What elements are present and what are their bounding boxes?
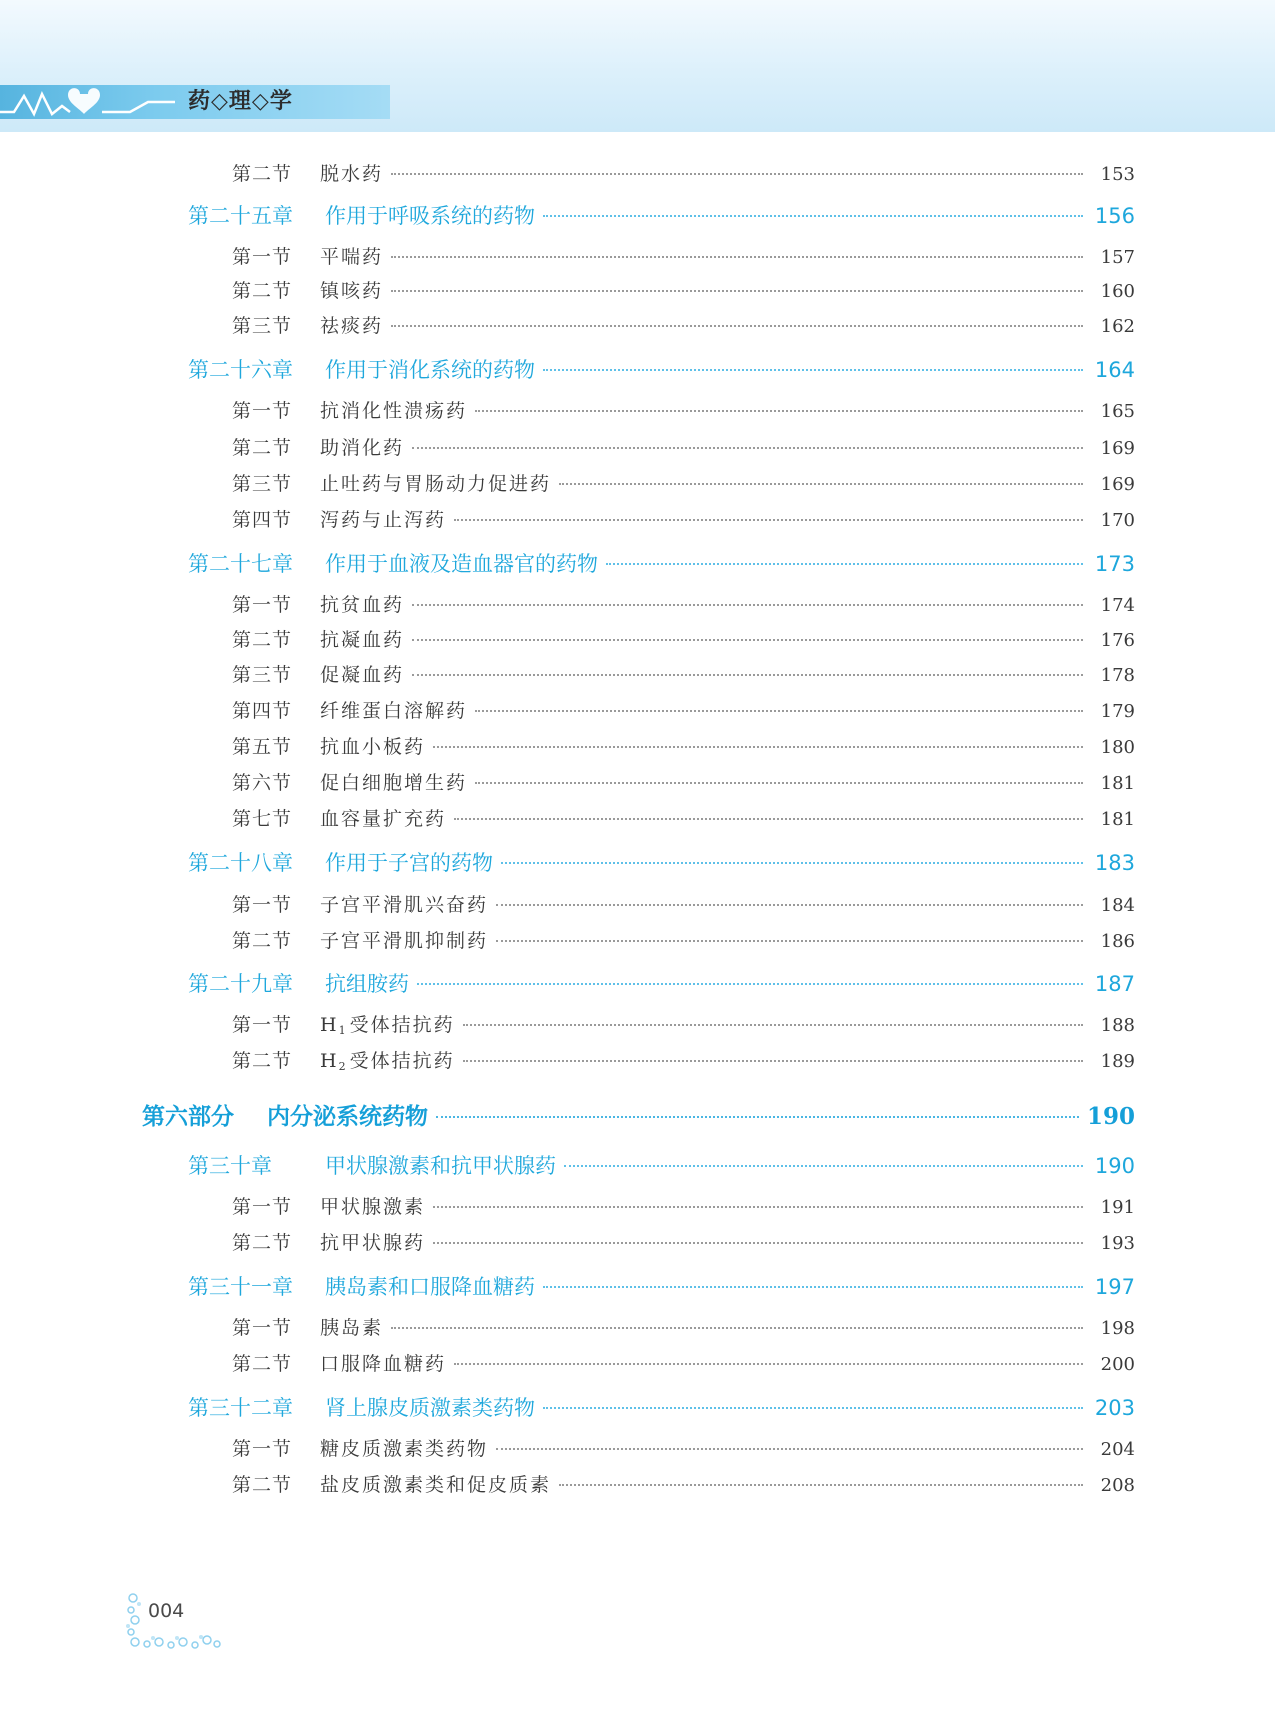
toc-title: 镇咳药 bbox=[320, 280, 384, 302]
toc-number: 第二节 bbox=[232, 930, 293, 952]
toc-page-number: 153 bbox=[1100, 164, 1135, 185]
dot-leader bbox=[433, 1206, 1083, 1208]
dot-leader bbox=[433, 746, 1083, 748]
toc-title: 祛痰药 bbox=[320, 315, 384, 337]
toc-number: 第二节 bbox=[232, 1474, 293, 1496]
dot-leader bbox=[606, 563, 1083, 565]
toc-title: 血容量扩充药 bbox=[320, 808, 447, 830]
toc-section[interactable] bbox=[232, 505, 1135, 532]
dot-leader bbox=[391, 290, 1083, 292]
toc-page-number: 180 bbox=[1100, 737, 1135, 758]
toc-title: 甲状腺激素和抗甲状腺药 bbox=[325, 1154, 556, 1178]
toc-chapter[interactable] bbox=[188, 1392, 1135, 1422]
toc-number: 第四节 bbox=[232, 700, 293, 722]
toc-title: 泻药与止泻药 bbox=[320, 509, 447, 531]
dot-leader bbox=[412, 639, 1083, 641]
toc-title: 作用于呼吸系统的药物 bbox=[325, 204, 535, 228]
dot-leader bbox=[454, 818, 1083, 820]
toc-page-number: 170 bbox=[1100, 510, 1135, 531]
toc-page-number: 178 bbox=[1100, 665, 1135, 686]
dot-leader bbox=[391, 173, 1083, 175]
toc-title: 糖皮质激素类药物 bbox=[320, 1438, 489, 1460]
toc-section[interactable] bbox=[232, 1010, 1135, 1037]
toc-page-number: 156 bbox=[1094, 204, 1135, 228]
toc-title: 作用于血液及造血器官的药物 bbox=[325, 552, 598, 576]
toc-title: 促白细胞增生药 bbox=[320, 772, 468, 794]
dot-leader bbox=[496, 940, 1083, 942]
toc-number: 第三十二章 bbox=[188, 1396, 293, 1420]
toc-page-number: 181 bbox=[1100, 809, 1135, 830]
dot-leader bbox=[475, 710, 1083, 712]
toc-title: 肾上腺皮质激素类药物 bbox=[325, 1396, 535, 1420]
receptor-symbol: H bbox=[320, 1050, 339, 1072]
toc-section[interactable] bbox=[232, 242, 1135, 269]
receptor-subscript: 1 bbox=[338, 1024, 348, 1037]
toc-number: 第二十八章 bbox=[188, 851, 293, 875]
toc-section[interactable] bbox=[232, 1228, 1135, 1255]
toc-title: 促凝血药 bbox=[320, 664, 405, 686]
dot-leader bbox=[559, 483, 1083, 485]
dot-leader bbox=[454, 519, 1083, 521]
toc-number: 第二节 bbox=[232, 1232, 293, 1254]
toc-page-number: 190 bbox=[1086, 1103, 1135, 1130]
toc-title: 抗贫血药 bbox=[320, 594, 405, 616]
dot-leader bbox=[433, 1242, 1083, 1244]
toc-number: 第二节 bbox=[232, 1353, 293, 1375]
dot-leader bbox=[501, 862, 1083, 864]
toc-number: 第四节 bbox=[232, 509, 293, 531]
toc-section[interactable] bbox=[232, 1434, 1135, 1461]
toc-number: 第一节 bbox=[232, 400, 293, 422]
toc-title bbox=[320, 1046, 455, 1073]
toc-number: 第五节 bbox=[232, 736, 293, 758]
toc-number: 第一节 bbox=[232, 594, 293, 616]
toc-title-text: 受体拮抗药 bbox=[349, 1050, 455, 1072]
toc-title: 抗血小板药 bbox=[320, 736, 426, 758]
toc-title: 胰岛素 bbox=[320, 1317, 384, 1339]
toc-title: 平喘药 bbox=[320, 246, 384, 268]
toc-title: 口服降血糖药 bbox=[320, 1353, 447, 1375]
heartbeat-heart-icon bbox=[0, 76, 175, 126]
toc-number: 第一节 bbox=[232, 1438, 293, 1460]
toc-number: 第七节 bbox=[232, 808, 293, 830]
toc-number: 第二十五章 bbox=[188, 204, 293, 228]
toc-page-number: 197 bbox=[1094, 1275, 1135, 1299]
toc-section[interactable] bbox=[232, 433, 1135, 460]
toc-page-number: 188 bbox=[1100, 1015, 1135, 1036]
dot-leader bbox=[463, 1060, 1083, 1062]
toc-section[interactable] bbox=[232, 926, 1135, 953]
toc-page-number: 208 bbox=[1100, 1475, 1135, 1496]
toc-title: 助消化药 bbox=[320, 437, 405, 459]
toc-number: 第三节 bbox=[232, 664, 293, 686]
toc-title: 子宫平滑肌兴奋药 bbox=[320, 894, 489, 916]
toc-title: 甲状腺激素 bbox=[320, 1196, 426, 1218]
dot-leader bbox=[412, 604, 1083, 606]
toc-title: 胰岛素和口服降血糖药 bbox=[325, 1275, 535, 1299]
toc-section[interactable] bbox=[232, 276, 1135, 303]
toc-section[interactable] bbox=[232, 1313, 1135, 1340]
dot-leader bbox=[391, 1327, 1083, 1329]
dot-leader bbox=[543, 1286, 1083, 1288]
toc-page-number: 184 bbox=[1100, 895, 1135, 916]
toc-title: 内分泌系统药物 bbox=[267, 1103, 428, 1130]
toc-number: 第一节 bbox=[232, 1014, 293, 1036]
toc-page-number: 179 bbox=[1100, 701, 1135, 722]
toc-section[interactable] bbox=[232, 1349, 1135, 1376]
toc-page-number: 190 bbox=[1094, 1154, 1135, 1178]
toc-title: 抗甲状腺药 bbox=[320, 1232, 426, 1254]
toc-number: 第二节 bbox=[232, 437, 293, 459]
dot-leader bbox=[436, 1116, 1079, 1118]
toc-chapter[interactable] bbox=[188, 354, 1135, 384]
dot-leader bbox=[559, 1484, 1083, 1486]
toc-page-number: 169 bbox=[1100, 438, 1135, 459]
toc-number: 第二节 bbox=[232, 1050, 293, 1072]
dot-leader bbox=[463, 1024, 1083, 1026]
toc-title: 纤维蛋白溶解药 bbox=[320, 700, 468, 722]
toc-title-text: 受体拮抗药 bbox=[349, 1014, 455, 1036]
toc-title: 子宫平滑肌抑制药 bbox=[320, 930, 489, 952]
toc-title: 抗消化性溃疡药 bbox=[320, 400, 468, 422]
dot-leader bbox=[391, 325, 1083, 327]
toc-number: 第六节 bbox=[232, 772, 293, 794]
toc-section[interactable] bbox=[232, 625, 1135, 652]
dot-leader bbox=[496, 904, 1083, 906]
toc-chapter[interactable] bbox=[188, 548, 1135, 578]
toc-section[interactable] bbox=[232, 768, 1135, 795]
receptor-symbol: H bbox=[320, 1014, 339, 1036]
toc-number: 第一节 bbox=[232, 246, 293, 268]
toc-page-number: 200 bbox=[1100, 1354, 1135, 1375]
toc-page-number: 193 bbox=[1100, 1233, 1135, 1254]
dot-leader bbox=[543, 215, 1083, 217]
toc-page-number: 169 bbox=[1100, 474, 1135, 495]
toc-page-number: 186 bbox=[1100, 931, 1135, 952]
dot-leader bbox=[475, 410, 1083, 412]
toc-page-number: 174 bbox=[1100, 595, 1135, 616]
toc-number: 第二节 bbox=[232, 163, 293, 185]
toc-section[interactable] bbox=[232, 696, 1135, 723]
toc-section[interactable] bbox=[232, 311, 1135, 338]
dot-leader bbox=[543, 1407, 1083, 1409]
toc-section[interactable] bbox=[232, 890, 1135, 917]
toc-page-number: 162 bbox=[1100, 316, 1135, 337]
toc-section[interactable] bbox=[232, 1046, 1135, 1073]
toc-title: 盐皮质激素类和促皮质素 bbox=[320, 1474, 552, 1496]
toc-section[interactable] bbox=[232, 469, 1135, 496]
toc-chapter[interactable] bbox=[188, 1271, 1135, 1301]
dot-leader bbox=[454, 1363, 1083, 1365]
toc-chapter[interactable] bbox=[188, 847, 1135, 877]
toc-number: 第一节 bbox=[232, 1317, 293, 1339]
toc-chapter[interactable] bbox=[188, 200, 1135, 230]
toc-section[interactable] bbox=[232, 1470, 1135, 1497]
toc-number: 第三十章 bbox=[188, 1154, 272, 1178]
toc-number: 第二十九章 bbox=[188, 972, 293, 996]
dot-leader bbox=[391, 256, 1083, 258]
dot-leader bbox=[475, 782, 1083, 784]
toc-number: 第三节 bbox=[232, 473, 293, 495]
toc-section[interactable] bbox=[232, 660, 1135, 687]
toc-number: 第二节 bbox=[232, 280, 293, 302]
toc-title: 脱水药 bbox=[320, 163, 384, 185]
toc-page-number: 176 bbox=[1100, 630, 1135, 651]
toc-page-number: 157 bbox=[1100, 247, 1135, 268]
toc-title: 止吐药与胃肠动力促进药 bbox=[320, 473, 552, 495]
toc-number: 第二节 bbox=[232, 629, 293, 651]
toc-section[interactable] bbox=[232, 396, 1135, 423]
toc-page-number: 187 bbox=[1094, 972, 1135, 996]
toc-page-number: 203 bbox=[1094, 1396, 1135, 1420]
dot-leader bbox=[412, 447, 1083, 449]
toc-page-number: 173 bbox=[1094, 552, 1135, 576]
dot-leader bbox=[564, 1165, 1083, 1167]
toc-title: 作用于子宫的药物 bbox=[325, 851, 493, 875]
toc-number: 第三节 bbox=[232, 315, 293, 337]
toc-number: 第一节 bbox=[232, 1196, 293, 1218]
toc-title: 抗凝血药 bbox=[320, 629, 405, 651]
toc-chapter[interactable] bbox=[188, 1150, 1135, 1180]
toc-section[interactable] bbox=[232, 159, 1135, 186]
toc-page-number: 181 bbox=[1100, 773, 1135, 794]
toc-section[interactable] bbox=[232, 732, 1135, 759]
toc-page-number: 198 bbox=[1100, 1318, 1135, 1339]
toc-section[interactable] bbox=[232, 590, 1135, 617]
toc-part[interactable] bbox=[142, 1098, 1135, 1131]
dot-leader bbox=[496, 1448, 1083, 1450]
toc-page-number: 183 bbox=[1094, 851, 1135, 875]
toc-page-number: 160 bbox=[1100, 281, 1135, 302]
dot-leader bbox=[412, 674, 1083, 676]
toc-number: 第二十七章 bbox=[188, 552, 293, 576]
toc-page-number: 189 bbox=[1100, 1051, 1135, 1072]
dot-leader bbox=[417, 983, 1083, 985]
dot-leader bbox=[543, 369, 1083, 371]
toc-number: 第一节 bbox=[232, 894, 293, 916]
book-title: 药◇理◇学 bbox=[188, 89, 293, 114]
receptor-subscript: 2 bbox=[338, 1060, 348, 1073]
toc-title bbox=[320, 1010, 455, 1037]
toc-section[interactable] bbox=[232, 1192, 1135, 1219]
toc-page-number: 164 bbox=[1094, 358, 1135, 382]
toc-number: 第六部分 bbox=[142, 1103, 234, 1130]
toc-page-number: 204 bbox=[1100, 1439, 1135, 1460]
page-number: 004 bbox=[148, 1600, 185, 1622]
toc-page-number: 165 bbox=[1100, 401, 1135, 422]
toc-number: 第三十一章 bbox=[188, 1275, 293, 1299]
toc-number: 第二十六章 bbox=[188, 358, 293, 382]
toc-chapter[interactable] bbox=[188, 968, 1135, 998]
toc-title: 抗组胺药 bbox=[325, 972, 409, 996]
toc-page-number: 191 bbox=[1100, 1197, 1135, 1218]
toc-section[interactable] bbox=[232, 804, 1135, 831]
toc-title: 作用于消化系统的药物 bbox=[325, 358, 535, 382]
